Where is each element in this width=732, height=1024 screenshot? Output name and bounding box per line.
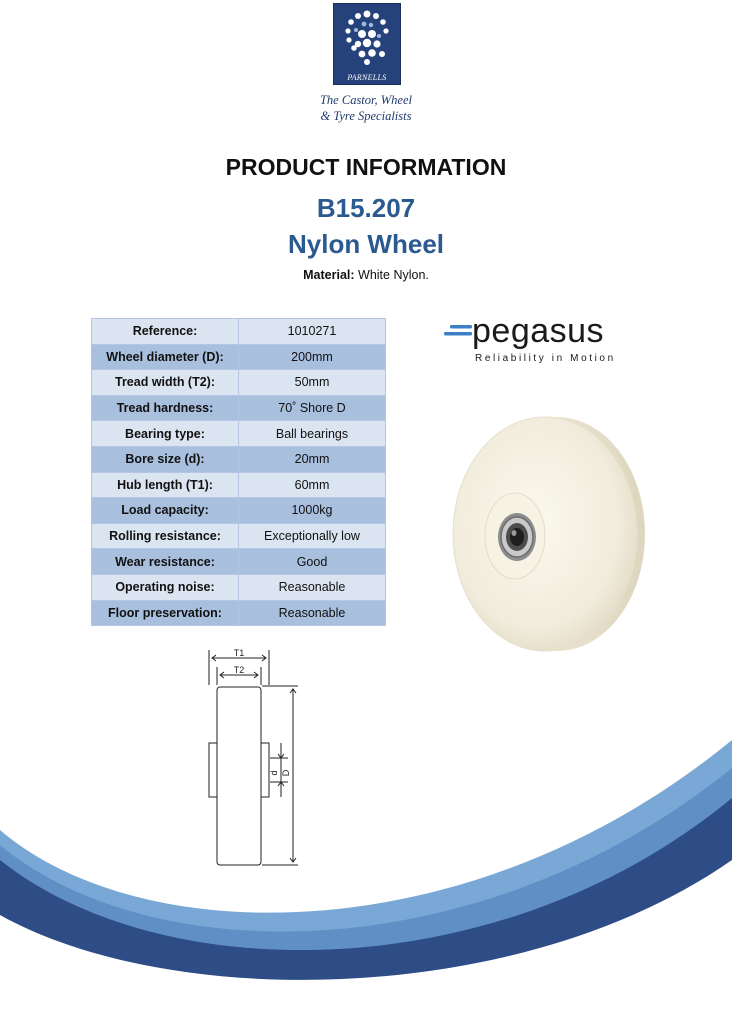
dots-emblem-icon (334, 4, 400, 74)
brand-tagline (300, 92, 432, 124)
spec-row (92, 472, 386, 498)
spec-row (92, 344, 386, 370)
spec-value: 60mm (239, 472, 386, 498)
spec-value: Reasonable (239, 574, 386, 600)
material-value: White Nylon. (358, 268, 429, 282)
spec-row (92, 498, 386, 524)
wheel-photo (445, 414, 650, 654)
drawing-label-diameter: D (281, 769, 291, 777)
spec-label: Operating noise: (92, 574, 239, 600)
spec-value: 1000kg (239, 498, 386, 524)
spec-row (92, 549, 386, 575)
spec-value: Reasonable (239, 600, 386, 626)
tagline-line-1: The Castor, Wheel (319, 93, 412, 107)
spec-row (92, 370, 386, 396)
spec-label: Rolling resistance: (92, 523, 239, 549)
spec-label: Hub length (T1): (92, 472, 239, 498)
pegasus-wordmark: pegasus (472, 312, 605, 350)
spec-row (92, 395, 386, 421)
spec-row (92, 421, 386, 447)
pegasus-tagline: Reliability in Motion (475, 353, 616, 364)
drawing-label-t2: T2 (233, 665, 245, 675)
parnells-logo (333, 3, 401, 85)
spec-row (92, 319, 386, 345)
spec-row (92, 574, 386, 600)
spec-value: 200mm (239, 344, 386, 370)
spec-label: Tread hardness: (92, 395, 239, 421)
decorative-swoosh (0, 720, 732, 1024)
spec-value: 1010271 (239, 319, 386, 345)
spec-value: 20mm (239, 446, 386, 472)
spec-value: Good (239, 549, 386, 575)
spec-table (91, 318, 386, 626)
product-code: B15.207 (316, 193, 416, 223)
spec-label: Load capacity: (92, 498, 239, 524)
spec-value: Exceptionally low (239, 523, 386, 549)
spec-value: 50mm (239, 370, 386, 396)
speed-lines-icon (444, 325, 474, 341)
spec-value: 70˚ Shore D (239, 395, 386, 421)
spec-row (92, 446, 386, 472)
product-name: Nylon Wheel (287, 229, 444, 259)
spec-row (92, 600, 386, 626)
page-heading: PRODUCT INFORMATION (225, 154, 507, 180)
material-label: Material: (303, 268, 355, 282)
drawing-label-t1: T1 (233, 648, 245, 658)
spec-label: Tread width (T2): (92, 370, 239, 396)
spec-label: Bearing type: (92, 421, 239, 447)
spec-value: Ball bearings (239, 421, 386, 447)
logo-brand-name: PARNELLS (347, 73, 387, 82)
tagline-line-2: & Tyre Specialists (320, 109, 412, 123)
spec-label: Bore size (d): (92, 446, 239, 472)
spec-row (92, 523, 386, 549)
drawing-label-bore: d (269, 770, 279, 776)
spec-label: Floor preservation: (92, 600, 239, 626)
spec-label: Wear resistance: (92, 549, 239, 575)
pegasus-logo (444, 313, 624, 373)
material-line (0, 268, 732, 282)
spec-label: Wheel diameter (D): (92, 344, 239, 370)
spec-label: Reference: (92, 319, 239, 345)
